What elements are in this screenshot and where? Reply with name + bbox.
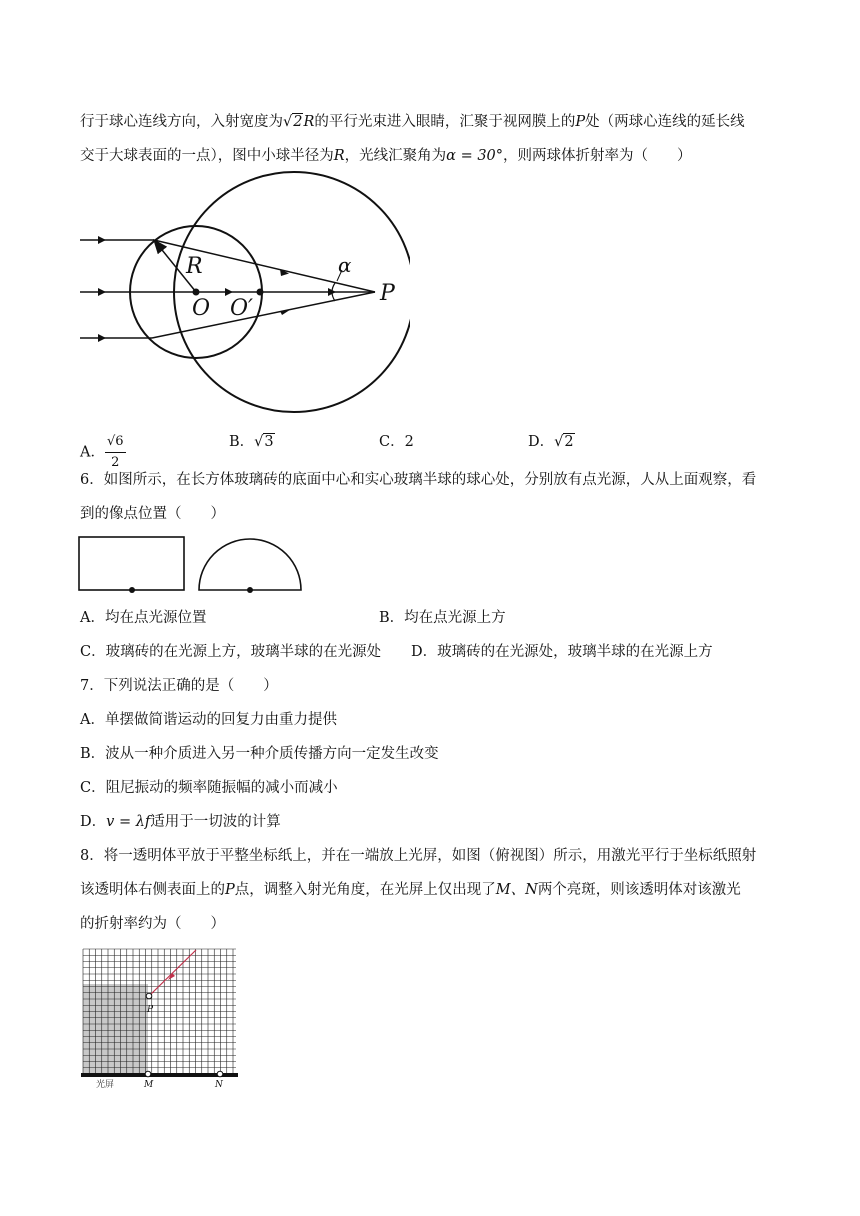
option-C-label: C． bbox=[379, 434, 405, 450]
q6-stem-line1: 6．如图所示，在长方体玻璃砖的底面中心和实心玻璃半球的球心处，分别放有点光源，人从上面观察，看 bbox=[80, 472, 757, 488]
ray-bottom-refracted bbox=[152, 292, 375, 338]
q7-option-C[interactable]: C．阻尼振动的频率随振幅的减小而减小 bbox=[80, 780, 338, 796]
grid-lines bbox=[83, 949, 236, 1074]
sqrt3-radicand: 3 bbox=[264, 434, 274, 450]
sqrt2-option-expression: √2 bbox=[554, 434, 574, 450]
q7-option-B[interactable]: B．波从一种介质进入另一种介质传播方向一定发生改变 bbox=[80, 746, 439, 762]
q8-stem-line2 bbox=[80, 880, 741, 900]
point-P bbox=[146, 993, 152, 999]
q6-stem-line2: 到的像点位置（ ） bbox=[80, 506, 225, 522]
q8-line2-text-c: 两个亮斑，则该透明体对该激光 bbox=[537, 882, 741, 898]
spot-N bbox=[217, 1071, 223, 1077]
label-O-prime: O′ bbox=[230, 296, 254, 321]
q5-line1-text-a: 行于球心连线方向，入射宽度为 bbox=[80, 114, 283, 130]
q6-option-D[interactable]: D．玻璃砖的在光源处，玻璃半球的在光源上方 bbox=[411, 644, 713, 660]
q5-option-D[interactable] bbox=[528, 432, 575, 452]
coordinate-paper-diagram bbox=[78, 944, 240, 1092]
sqrt2-expression: √2 bbox=[283, 114, 303, 130]
option-D-label: D． bbox=[528, 434, 555, 450]
grid-label-M: M bbox=[144, 1080, 154, 1090]
q5-line2-R: R bbox=[333, 148, 345, 164]
q8-stem-line1: 8．将一透明体平放于平整坐标纸上，并在一端放上光屏，如图（俯视图）所示，用激光平行于坐标纸照射 bbox=[80, 848, 757, 864]
q5-stem-line2 bbox=[80, 146, 692, 166]
q5-line1-text-c: 处（两球心连线的延长线 bbox=[585, 114, 745, 130]
q7-option-A[interactable]: A．单摆做简谐运动的回复力由重力提供 bbox=[80, 712, 337, 728]
q5-option-A[interactable] bbox=[80, 432, 126, 473]
q5-option-C[interactable] bbox=[379, 432, 414, 452]
grid-label-P: P bbox=[147, 1005, 154, 1015]
sqrt3-expression: √3 bbox=[254, 434, 274, 450]
q5-line2-text-b: ，光线汇聚角为 bbox=[344, 148, 447, 164]
spot-M bbox=[145, 1071, 151, 1077]
q7-stem: 7．下列说法正确的是（ ） bbox=[80, 678, 278, 694]
glass-brick-and-hemisphere-diagram bbox=[76, 534, 306, 596]
sqrt2-radicand: 2 bbox=[293, 114, 303, 130]
q8-line2-text-b: 点，调整入射光角度，在光屏上仅出现了 bbox=[234, 882, 496, 898]
q6-option-A[interactable]: A．均在点光源位置 bbox=[80, 610, 207, 626]
label-O: O bbox=[192, 296, 211, 321]
fraction-numerator: √6 bbox=[105, 432, 126, 453]
eye-sphere-diagram bbox=[70, 170, 410, 415]
option-D-label: D． bbox=[80, 814, 107, 830]
glass-brick bbox=[79, 537, 184, 590]
grid-label-N: N bbox=[215, 1080, 223, 1090]
q6-option-B[interactable]: B．均在点光源上方 bbox=[379, 610, 506, 626]
fraction-denominator: 2 bbox=[111, 455, 120, 470]
option-D-text: 适用于一切波的计算 bbox=[150, 814, 281, 830]
q5-stem-line1 bbox=[80, 112, 745, 132]
fraction-sqrt6-over-2 bbox=[105, 432, 126, 473]
q8-line2-P: P bbox=[225, 882, 235, 898]
q5-line1-text-b: 的平行光束进入眼睛，汇聚于视网膜上的 bbox=[314, 114, 576, 130]
center-O2-dot bbox=[257, 289, 264, 296]
option-A-label: A． bbox=[80, 444, 105, 461]
q6-option-C[interactable]: C．玻璃砖的在光源上方，玻璃半球的在光源处 bbox=[80, 644, 382, 660]
label-P: P bbox=[380, 281, 395, 306]
q5-line1-R: R bbox=[303, 114, 315, 130]
option-B-label: B． bbox=[229, 434, 255, 450]
q8-stem-line3: 的折射率约为（ ） bbox=[80, 916, 225, 932]
option-C-value: 2 bbox=[404, 434, 414, 450]
brick-light-source bbox=[129, 587, 135, 593]
center-O-dot bbox=[193, 289, 200, 296]
alpha-equation: α = 30° bbox=[446, 148, 504, 164]
label-R: R bbox=[186, 254, 203, 279]
q5-line2-text-c: ，则两球体折射率为（ ） bbox=[503, 148, 692, 164]
transparent-body bbox=[83, 984, 148, 1074]
hemisphere-light-source bbox=[247, 587, 253, 593]
q5-option-B[interactable] bbox=[229, 432, 275, 452]
q7-option-D[interactable] bbox=[80, 812, 281, 832]
wave-speed-formula: v = λf bbox=[106, 814, 151, 830]
glass-hemisphere bbox=[199, 539, 301, 590]
sqrt2-option-radicand: 2 bbox=[564, 434, 574, 450]
q8-line2-MN: M、N bbox=[495, 882, 538, 898]
q5-line2-text-a: 交于大球表面的一点），图中小球半径为 bbox=[80, 148, 334, 164]
q8-line2-text-a: 该透明体右侧表面上的 bbox=[80, 882, 225, 898]
label-alpha: α bbox=[338, 253, 352, 277]
q5-line1-P: P bbox=[575, 114, 586, 130]
grid-label-screen: 光屏 bbox=[96, 1080, 115, 1090]
